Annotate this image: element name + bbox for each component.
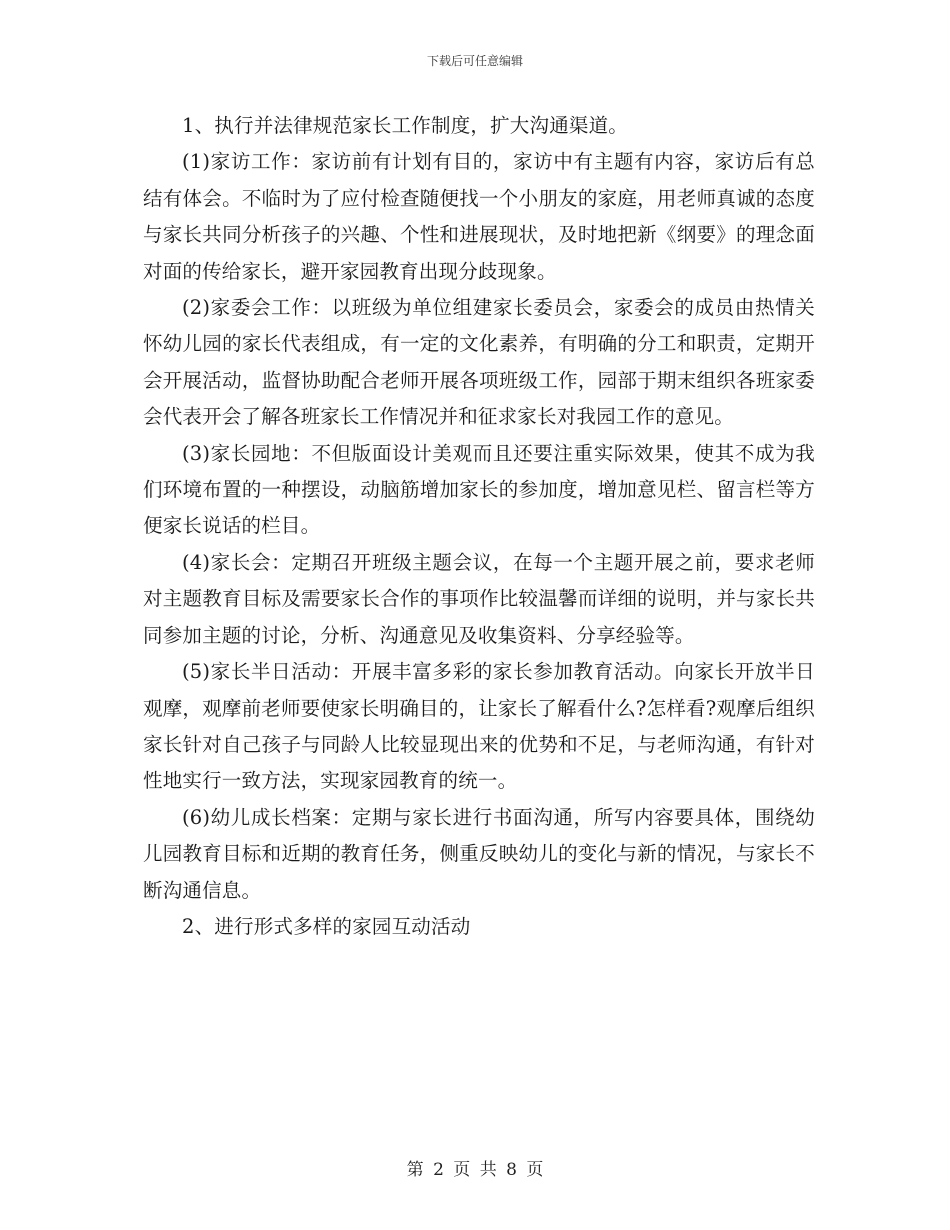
paragraph-parent-meeting: (4)家长会：定期召开班级主题会议，在每一个主题开展之前，要求老师对主题教育目标及需要家长合作的事项作比较温馨而详细的说明，并与家长共同参加主题的讨论，分析、沟通意见及收集资料、分享经验等。 <box>143 550 815 647</box>
paragraph-section-2-heading: 2、进行形式多样的家园互动活动 <box>182 914 471 938</box>
page-number-footer: 第 2 页 共 8 页 <box>406 1160 544 1180</box>
paragraph-parent-garden: (3)家长园地：不但版面设计美观而且还要注重实际效果，使其不成为我们环境布置的一种摆设，动脑筋增加家长的参加度，增加意见栏、留言栏等方便家长说话的栏目。 <box>143 441 815 538</box>
paragraph-half-day-activity: (5)家长半日活动：开展丰富多彩的家长参加教育活动。向家长开放半日观摩，观摩前老师要使家长明确目的，让家长了解看什么?怎样看?观摩后组织家长针对自己孩子与同龄人比较显现出来的优势和不足，与老师沟通，有针对性地实行一致方法，实现家园教育的统一。 <box>143 660 815 793</box>
page-header: 下载后可任意编辑 <box>426 54 523 68</box>
paragraph-parent-committee: (2)家委会工作：以班级为单位组建家长委员会，家委会的成员由热情关怀幼儿园的家长代表组成，有一定的文化素养，有明确的分工和职责，定期开会开展活动，监督协助配合老师开展各项班级工作，园部于期末组织各班家委会代表开会了解各班家长工作情况并和征求家长对我园工作的意见。 <box>143 296 815 429</box>
paragraph-section-1-heading: 1、执行并法律规范家长工作制度，扩大沟通渠道。 <box>182 114 629 137</box>
document-body <box>143 108 815 945</box>
paragraph-home-visit: (1)家访工作：家访前有计划有目的，家访中有主题有内容，家访后有总结有体会。不临时为了应付检查随便找一个小朋友的家庭，用老师真诚的态度与家长共同分析孩子的兴趣、个性和进展现状，及时地把新《纲要》的理念面对面的传给家长，避开家园教育出现分歧现象。 <box>143 150 815 283</box>
paragraph-growth-archive: (6)幼儿成长档案：定期与家长进行书面沟通，所写内容要具体，围绕幼儿园教育目标和近期的教育任务，侧重反映幼儿的变化与新的情况，与家长不断沟通信息。 <box>143 805 815 902</box>
